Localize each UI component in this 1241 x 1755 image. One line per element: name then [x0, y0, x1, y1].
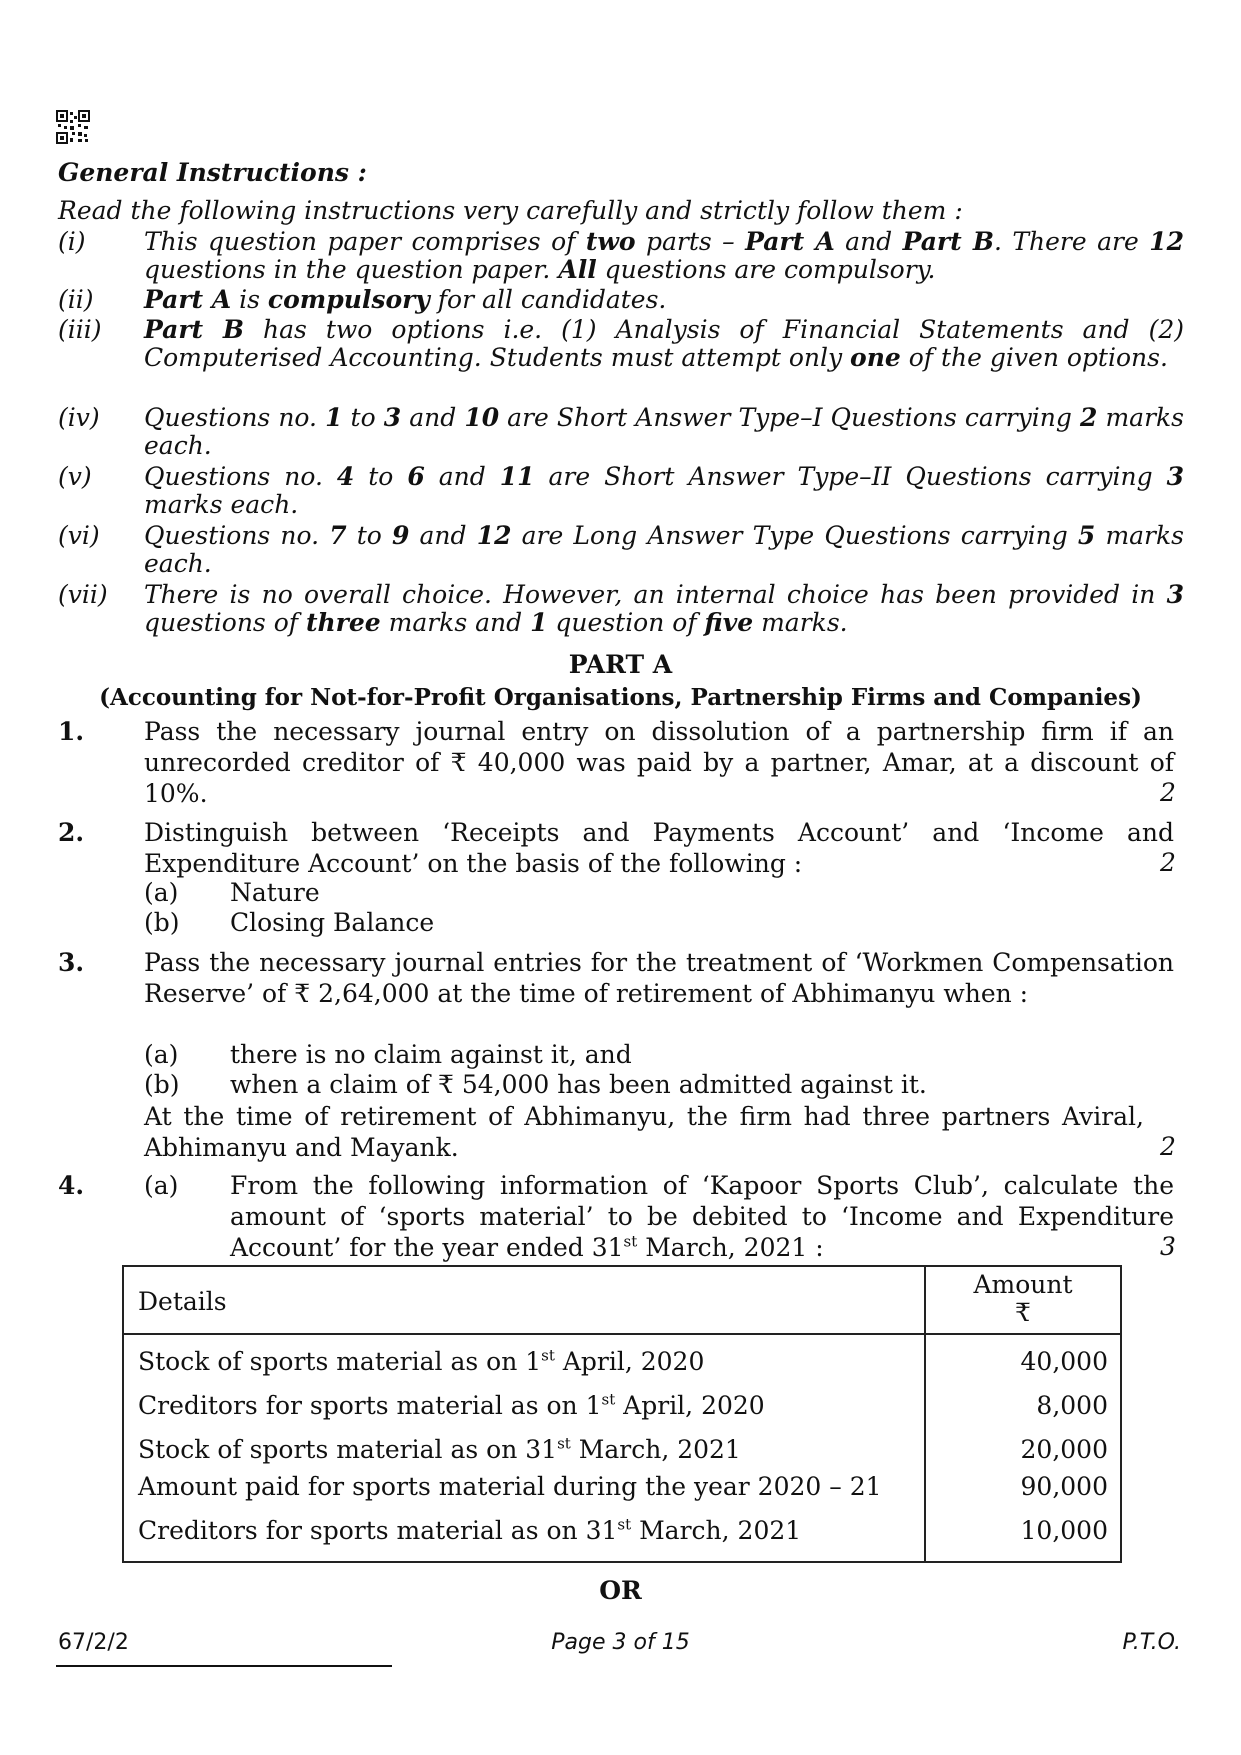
question-text: Distinguish between ‘Receipts and Payments Account’ and ‘Income and Expenditure Account’ on the basis of the following :	[144, 818, 1174, 878]
part-a-title: PART A	[568, 650, 673, 679]
table-row-amount: 20,000	[1020, 1435, 1108, 1464]
option-label: (b)	[144, 1070, 180, 1099]
instruction-number: (i)	[58, 227, 86, 256]
table-header-divider	[124, 1333, 1120, 1335]
option-text: there is no claim against it, and	[230, 1040, 632, 1069]
table-row-details: Amount paid for sports material during the year 2020 – 21	[138, 1472, 882, 1501]
question-marks: 2	[1160, 1132, 1176, 1161]
question-text: Pass the necessary journal entries for the treatment of ‘Workmen Compensation Reserve’ of ₹ 2,64,000 at the time of retirement of Abhimanyu when :	[144, 948, 1174, 1008]
instruction-text: Questions no. 7 to 9 and 12 are Long Answer Type Questions carrying 5 marks each.	[144, 521, 1184, 578]
pto-label: P.T.O.	[1122, 1630, 1181, 1655]
option-text: Closing Balance	[230, 908, 435, 937]
page-number: Page 3 of 15	[551, 1630, 690, 1655]
general-instructions-title: General Instructions :	[58, 158, 367, 187]
or-separator: OR	[599, 1576, 642, 1605]
table-row-details: Creditors for sports material as on 31st March, 2021	[138, 1515, 802, 1545]
paper-code: 67/2/2	[58, 1630, 129, 1655]
question-text: From the following information of ‘Kapoor Sports Club’, calculate the amount of ‘sports material’ to be debited to ‘Income and Expenditure Account’ for the year ended 31st March, 2021 :	[230, 1171, 1174, 1262]
footer-rule	[56, 1665, 392, 1667]
question-marks: 3	[1160, 1232, 1176, 1261]
instruction-text: Questions no. 1 to 3 and 10 are Short Answer Type–I Questions carrying 2 marks each.	[144, 403, 1184, 460]
question-note-text: At the time of retirement of Abhimanyu, the firm had three partners Aviral, Abhimanyu and Mayank.	[144, 1102, 1144, 1162]
sports-material-table	[122, 1265, 1122, 1563]
question-number: 1.	[58, 717, 85, 746]
table-row-amount: 10,000	[1020, 1516, 1108, 1545]
instruction-text: Part A is compulsory for all candidates.	[144, 285, 667, 314]
instruction-text: Questions no. 4 to 6 and 11 are Short Answer Type–II Questions carrying 3 marks each.	[144, 462, 1184, 519]
instruction-number: (vi)	[58, 521, 100, 550]
option-label: (a)	[144, 1040, 179, 1069]
question-note	[144, 1101, 1144, 1163]
question-number: 4.	[58, 1171, 85, 1200]
instruction-text: Part B has two options i.e. (1) Analysis of Financial Statements and (2) Computerised Accounting. Students must attempt only one of the given options.	[144, 315, 1184, 372]
question-marks: 2	[1160, 848, 1176, 877]
table-row-details: Creditors for sports material as on 1st April, 2020	[138, 1390, 765, 1420]
qr-code-icon	[56, 110, 90, 144]
table-row-amount: 40,000	[1020, 1347, 1108, 1376]
question-number: 2.	[58, 818, 85, 847]
instruction-number: (ii)	[58, 285, 94, 314]
instruction-text: This question paper comprises of two parts – Part A and Part B. There are 12 questions in the question paper. All questions are compulsory.	[144, 227, 1184, 284]
table-header-currency: ₹	[1015, 1298, 1031, 1327]
option-label: (a)	[144, 878, 179, 907]
instruction-number: (iv)	[58, 403, 100, 432]
table-header-amount-label: Amount	[973, 1270, 1073, 1299]
question-marks: 2	[1160, 778, 1176, 807]
table-row-details: Stock of sports material as on 31st March, 2021	[138, 1434, 741, 1464]
option-label: (a)	[144, 1171, 179, 1200]
option-text: when a claim of ₹ 54,000 has been admitted against it.	[230, 1070, 927, 1099]
table-header-details: Details	[138, 1287, 227, 1316]
table-row-amount: 90,000	[1020, 1472, 1108, 1501]
instruction-number: (iii)	[58, 315, 102, 344]
general-instructions-intro: Read the following instructions very carefully and strictly follow them :	[58, 196, 963, 225]
table-header-amount	[924, 1271, 1122, 1327]
part-a-subtitle: (Accounting for Not-for-Profit Organisations, Partnership Firms and Companies)	[99, 684, 1142, 711]
question-number: 3.	[58, 948, 85, 977]
table-row-amount: 8,000	[1036, 1391, 1108, 1420]
option-label: (b)	[144, 908, 180, 937]
instruction-number: (v)	[58, 462, 92, 491]
option-text: Nature	[230, 878, 320, 907]
table-row-details: Stock of sports material as on 1st April, 2020	[138, 1346, 705, 1376]
instruction-number: (vii)	[58, 580, 108, 609]
instruction-text: There is no overall choice. However, an internal choice has been provided in 3 questions of three marks and 1 question of five marks.	[144, 580, 1184, 637]
question-text: Pass the necessary journal entry on dissolution of a partnership firm if an unrecorded creditor of ₹ 40,000 was paid by a partner, Amar, at a discount of 10%.	[144, 717, 1174, 808]
